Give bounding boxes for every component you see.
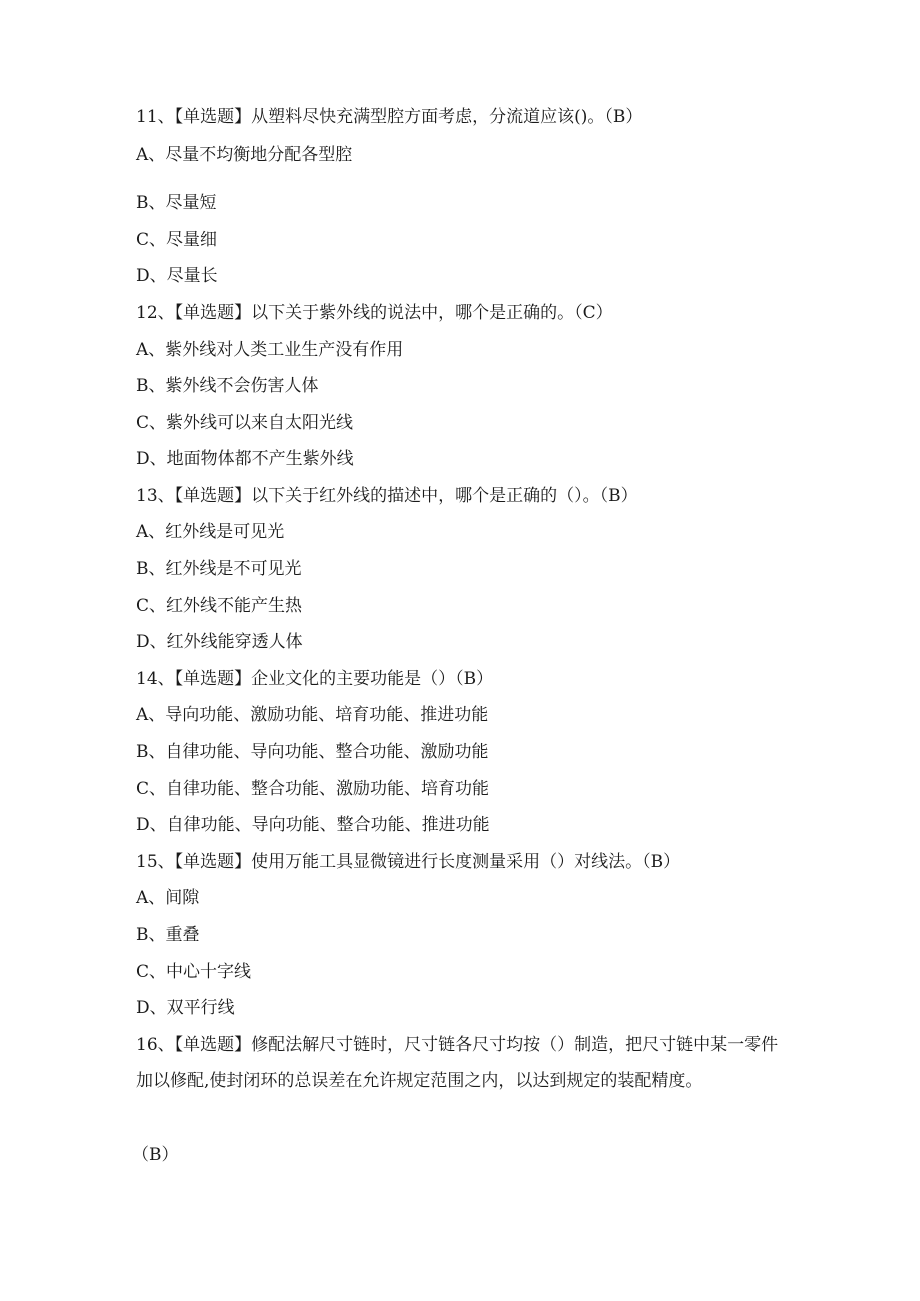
question-15-option-b: B、重叠 (136, 925, 200, 945)
question-11-option-d: D、尽量长 (136, 266, 218, 286)
question-12-option-b: B、紫外线不会伤害人体 (136, 376, 319, 396)
question-13-stem: 13、【单选题】以下关于红外线的描述中，哪个是正确的（）。（B） (136, 486, 638, 506)
question-11-option-a: A、尽量不均衡地分配各型腔 (136, 145, 353, 165)
question-14-stem: 14、【单选题】企业文化的主要功能是（）（B） (136, 669, 494, 689)
question-12-stem: 12、【单选题】以下关于紫外线的说法中，哪个是正确的。（C） (136, 303, 613, 323)
question-15-option-a: A、间隙 (136, 888, 200, 908)
question-13-option-a: A、红外线是可见光 (136, 522, 285, 542)
question-13-option-b: B、红外线是不可见光 (136, 559, 302, 579)
question-15-stem: 15、【单选题】使用万能工具显微镜进行长度测量采用（）对线法。（B） (136, 852, 681, 872)
question-13-option-d: D、红外线能穿透人体 (136, 632, 303, 652)
question-12-option-c: C、紫外线可以来自太阳光线 (136, 413, 354, 433)
question-11-option-c: C、尽量细 (136, 230, 218, 250)
question-14-option-d: D、自律功能、导向功能、整合功能、推进功能 (136, 815, 490, 835)
question-15-option-c: C、中心十字线 (136, 962, 252, 982)
question-14-option-c: C、自律功能、整合功能、激励功能、培育功能 (136, 779, 490, 799)
question-11-option-b: B、尽量短 (136, 193, 217, 213)
question-12-option-d: D、地面物体都不产生紫外线 (136, 449, 354, 469)
question-13-option-c: C、红外线不能产生热 (136, 596, 303, 616)
question-11-stem: 11、【单选题】从塑料尽快充满型腔方面考虑，分流道应该()。（B） (136, 107, 643, 127)
question-12-option-a: A、紫外线对人类工业生产没有作用 (136, 340, 404, 360)
question-14-option-a: A、导向功能、激励功能、培育功能、推进功能 (136, 705, 489, 725)
question-16-stem: 16、【单选题】修配法解尺寸链时，尺寸链各尺寸均按（）制造，把尺寸链中某一零件加以修配,使封闭环的总误差在允许规定范围之内，以达到规定的装配精度。 (136, 1035, 779, 1091)
question-16-answer: （B） (132, 1145, 179, 1165)
question-14-option-b: B、自律功能、导向功能、整合功能、激励功能 (136, 742, 489, 762)
question-15-option-d: D、双平行线 (136, 998, 235, 1018)
